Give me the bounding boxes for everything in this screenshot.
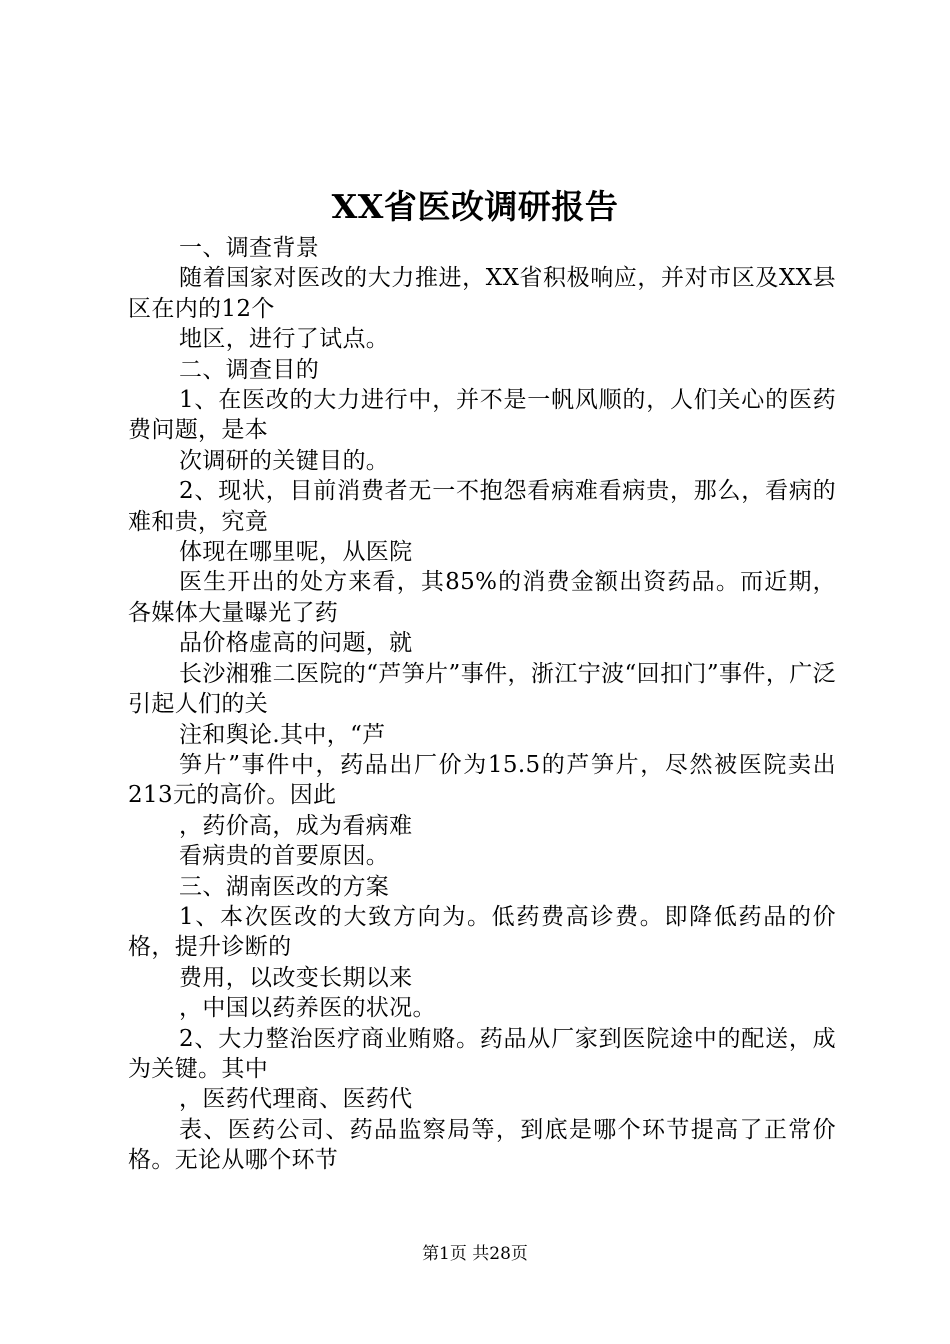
paragraph: 三、湖南医改的方案 xyxy=(179,873,390,900)
paragraph: 长沙湘雅二医院的“芦笋片”事件，浙江宁波“回扣门”事件，广泛引起人们的关 xyxy=(128,660,836,718)
paragraph: 二、调查目的 xyxy=(179,356,320,383)
paragraph: 1、本次医改的大致方向为。低药费高诊费。即降低药品的价格，提升诊断的 xyxy=(128,903,836,961)
paragraph: ，中国以药养医的状况。 xyxy=(179,995,436,1022)
paragraph: 体现在哪里呢，从医院 xyxy=(179,539,413,566)
document-title: XX省医改调研报告 xyxy=(331,187,619,226)
paragraph: ，药价高，成为看病难 xyxy=(179,812,413,839)
paragraph: 随着国家对医改的大力推进，XX省积极响应，并对市区及XX县区在内的12个 xyxy=(128,265,836,322)
paragraph: 表、医药公司、药品监察局等，到底是哪个环节提高了正常价格。无论从哪个环节 xyxy=(128,1116,836,1174)
paragraph: 费用，以改变长期以来 xyxy=(179,964,413,991)
paragraph: 笋片”事件中，药品出厂价为15.5的芦笋片，尽然被医院卖出213元的高价。因此 xyxy=(128,751,836,809)
paragraph: 医生开出的处方来看，其85%的消费金额出资药品。而近期，各媒体大量曝光了药 xyxy=(128,569,836,626)
page-footer: 第1页 共28页 xyxy=(422,1244,528,1264)
paragraph: 2、现状，目前消费者无一不抱怨看病难看病贵，那么，看病的难和贵，究竟 xyxy=(128,478,836,535)
paragraph: 2、大力整治医疗商业贿赂。药品从厂家到医院途中的配送，成为关键。其中 xyxy=(128,1025,836,1082)
paragraph: 地区，进行了试点。 xyxy=(179,326,390,353)
paragraph: 次调研的关键目的。 xyxy=(179,447,390,474)
paragraph: ，医药代理商、医药代 xyxy=(179,1086,413,1113)
paragraph: 品价格虚高的问题，就 xyxy=(179,630,413,657)
paragraph: 1、在医改的大力进行中，并不是一帆风顺的，人们关心的医药费问题，是本 xyxy=(128,387,836,444)
paragraph: 看病贵的首要原因。 xyxy=(179,843,390,870)
document-body xyxy=(128,233,836,1176)
paragraph: 一、调查背景 xyxy=(179,235,320,261)
paragraph: 注和舆论.其中，“芦 xyxy=(179,721,386,748)
